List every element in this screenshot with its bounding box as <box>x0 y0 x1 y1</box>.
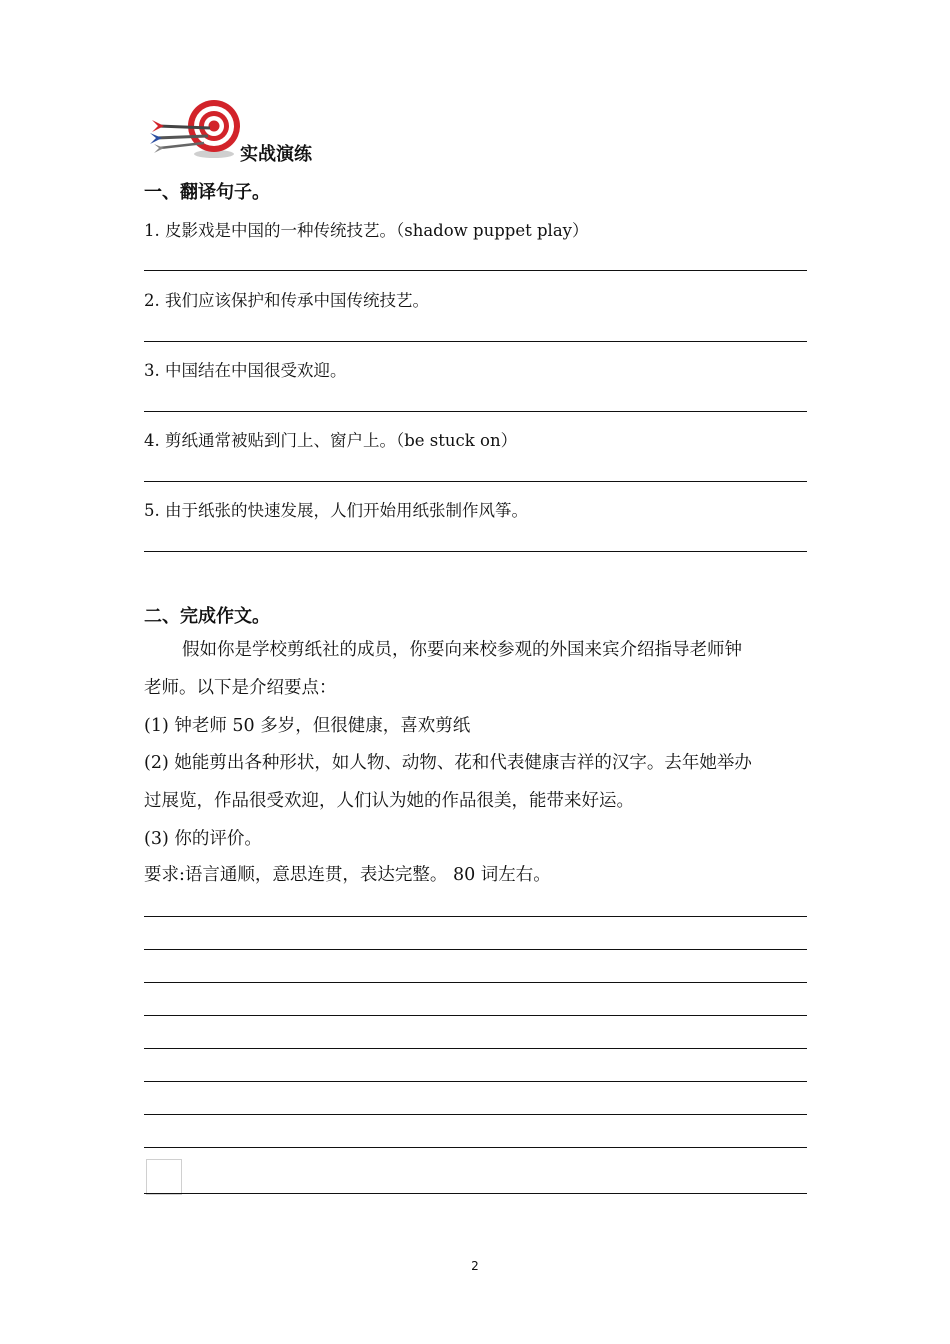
essay-line <box>144 1015 807 1016</box>
section1-title: 一、翻译句子。 <box>144 182 270 203</box>
question-2: 2. 我们应该保护和传承中国传统技艺。 <box>144 291 429 310</box>
essay-line <box>144 1081 807 1082</box>
essay-point-2-line-1: (2) 她能剪出各种形状，如人物、动物、花和代表健康吉祥的汉字。去年她举办 <box>144 753 752 773</box>
essay-line <box>144 1048 807 1049</box>
image-placeholder-box <box>146 1159 182 1195</box>
essay-point-3: (3) 你的评价。 <box>144 829 262 849</box>
essay-point-1: (1) 钟老师 50 多岁，但很健康，喜欢剪纸 <box>144 716 471 736</box>
question-4: 4. 剪纸通常被贴到门上、窗户上。（be stuck on） <box>144 431 518 450</box>
essay-line <box>144 916 807 917</box>
essay-intro-line-1: 假如你是学校剪纸社的成员，你要向来校参观的外国来宾介绍指导老师钟 <box>182 640 742 660</box>
essay-line <box>144 949 807 950</box>
essay-line <box>144 982 807 983</box>
header-title: 实战演练 <box>240 144 312 165</box>
essay-requirement: 要求:语言通顺，意思连贯，表达完整。 80 词左右。 <box>144 865 551 885</box>
answer-line-2 <box>144 341 807 342</box>
answer-line-1 <box>144 270 807 271</box>
section2-title: 二、完成作文。 <box>144 606 270 627</box>
essay-point-2-line-2: 过展览，作品很受欢迎，人们认为她的作品很美，能带来好运。 <box>144 791 634 811</box>
essay-intro-line-2: 老师。以下是介绍要点： <box>144 678 337 698</box>
answer-line-5 <box>144 551 807 552</box>
answer-line-3 <box>144 411 807 412</box>
question-5: 5. 由于纸张的快速发展，人们开始用纸张制作风筝。 <box>144 501 528 520</box>
question-3: 3. 中国结在中国很受欢迎。 <box>144 361 347 380</box>
question-1: 1. 皮影戏是中国的一种传统技艺。（shadow puppet play） <box>144 221 589 240</box>
essay-line <box>144 1193 807 1194</box>
page-number: 2 <box>471 1259 479 1273</box>
essay-line <box>144 1147 807 1148</box>
essay-line <box>144 1114 807 1115</box>
target-dart-icon <box>148 96 240 160</box>
answer-line-4 <box>144 481 807 482</box>
